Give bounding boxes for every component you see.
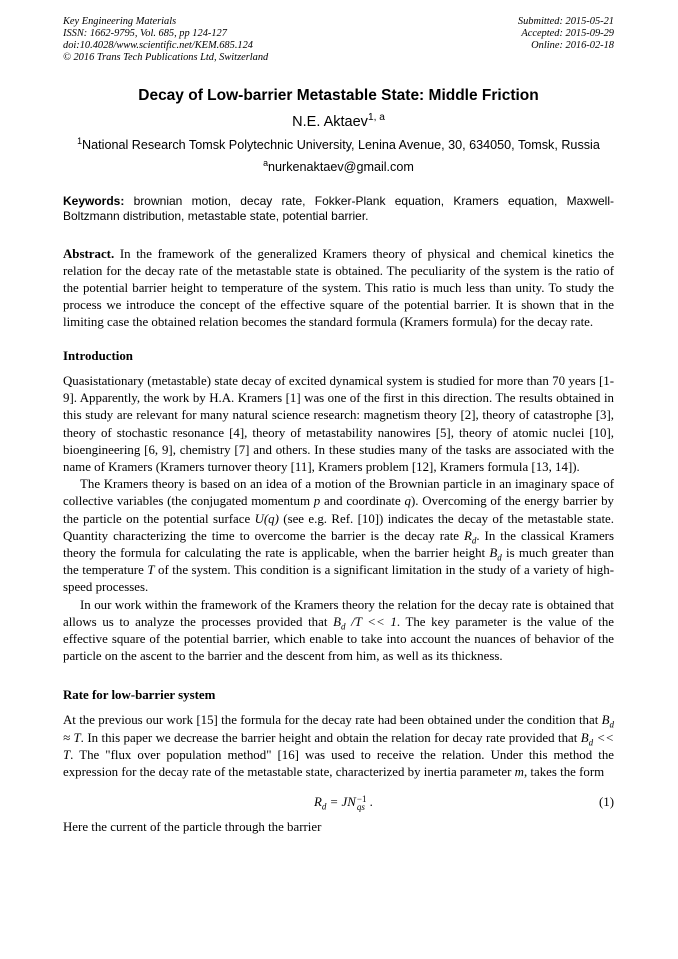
accepted-date: Accepted: 2015-09-29 <box>521 28 614 39</box>
journal-doi: doi:10.4028/www.scientific.net/KEM.685.124 <box>63 40 253 51</box>
author-line <box>63 113 614 131</box>
submission-dates <box>518 16 614 52</box>
section-rate-heading: Rate for low-barrier system <box>63 688 216 703</box>
email-address: nurkenaktaev@gmail.com <box>268 160 414 174</box>
equation-1 <box>63 789 614 819</box>
author-name: N.E. Aktaev <box>292 114 368 130</box>
condition-bd-t: $B_d$ /T << 1 <box>333 614 397 632</box>
affiliation <box>63 137 614 154</box>
abstract-label: Abstract. <box>63 247 115 261</box>
email-sup: a <box>263 157 269 168</box>
email-line <box>63 159 614 176</box>
intro-paragraph-1: Quasistationary (metastable) state decay of excited dynamical system is studied for more than 70 years [1-9]. Apparently, the work by H.A. Kramers [1] was one of the first in this direction. The results obtained in this study are relevant for many natural science research: magnetism theory [2], theory of catastrophe [3], theory of stochastic resonance [4], theory of metastability nanowires [5], theory of atomic nuclei [10], bioengineering [6, 9], chemistry [7] and others. In these studies many of the tasks are associated with the name of Kramers (Kramers turnover theory [11], Kramers problem [12], Kramers formula [13, 14]). <box>63 374 614 475</box>
abstract-text: In the framework of the generalized Kramers theory of physical and chemical kinetics the relation for the decay rate of the metastable state is obtained. The peculiarity of the system is the ratio of the potential barrier height to temperature of the system. This ratio is much less than unity. To study the process we introduce the concept of the effective square of the potential barrier. It is shown that in the limiting case the obtained relation becomes the standard formula (Kramers formula) for the decay rate. <box>63 247 614 329</box>
intro-paragraph-3: In our work within the framework of the Kramers theory the relation for the decay rate is obtained that allows us to analyze the processes provided that $B_d$ /T << 1. The key parameter is the value of the effective square of the potential barrier, which enable to take into account the nuances of behavior of the particle on the ascent to the barrier and the descent from him, as well as its thickness. <box>63 597 614 664</box>
equation-1-body: $R_d$ = JN −1 qs . <box>314 794 373 813</box>
affiliation-text: National Research Tomsk Polytechnic University, Lenina Avenue, 30, 634050, Tomsk, Russia <box>82 138 600 152</box>
journal-name: Key Engineering Materials <box>63 16 177 27</box>
online-date: Online: 2016-02-18 <box>531 40 614 51</box>
journal-copyright: © 2016 Trans Tech Publications Ltd, Switzerland <box>63 52 269 63</box>
abstract <box>63 246 614 331</box>
var-q: q <box>404 494 411 509</box>
rate-paragraph-2: Here the current of the particle through the barrier <box>63 820 322 835</box>
affiliation-sup: 1 <box>77 135 83 146</box>
var-bd: $B_d$ <box>489 546 502 563</box>
equation-1-number: (1) <box>598 795 614 810</box>
journal-issn: ISSN: 1662-9795, Vol. 685, pp 124-127 <box>63 28 227 39</box>
var-p: p <box>313 494 321 509</box>
keywords-label: Keywords: <box>63 194 125 208</box>
paper-body <box>63 86 614 836</box>
keywords-text: brownian motion, decay rate, Fokker-Plank equation, Kramers equation, Maxwell-Boltzmann distribution, metastable state, potential barrier. <box>63 194 614 223</box>
var-m: m <box>514 765 524 780</box>
author-sup: 1, a <box>367 112 385 124</box>
condition-approx: $B_d \approx T$ <box>63 713 614 745</box>
var-uq: U(q) <box>254 511 279 526</box>
journal-info <box>63 16 268 64</box>
rate-paragraph-1: At the previous our work [15] the formula for the decay rate had been obtained under the condition that $B_d \approx T$. In this paper we decrease the barrier height and obtain the relation for decay rate provided that $B_d << T$. The "flux over population method" [16] was used to receive the relation. Under this method the expression for the decay rate of the metastable state, characterized by inertia parameter m, takes the form <box>63 713 614 780</box>
paper-title: Decay of Low-barrier Metastable State: Middle Friction <box>138 87 539 104</box>
submitted-date: Submitted: 2015-05-21 <box>517 16 614 27</box>
keywords <box>63 194 614 224</box>
condition-less: $B_d << T$ <box>63 730 614 762</box>
var-t: T <box>147 563 155 578</box>
intro-paragraph-2: The Kramers theory is based on an idea of a motion of the Brownian particle in an imaginary space of collective variables (the conjugated momentum p and coordinate q). Overcoming of the energy barrier by the particle on the potential surface U(q) (see e.g. Ref. [10]) indicates the decay of the metastable state. Quantity characterizing the time to overcome the barrier is the decay rate $R_d$. In the classical Kramers theory the formula for calculating the rate is applicable, when the barrier height $B_d$ is much greater than the temperature T of the system. This condition is a significant limitation in the study of a variety of high-speed processes. <box>63 477 614 595</box>
introduction-heading: Introduction <box>63 349 133 363</box>
var-rd: $R_d$ <box>463 528 477 546</box>
